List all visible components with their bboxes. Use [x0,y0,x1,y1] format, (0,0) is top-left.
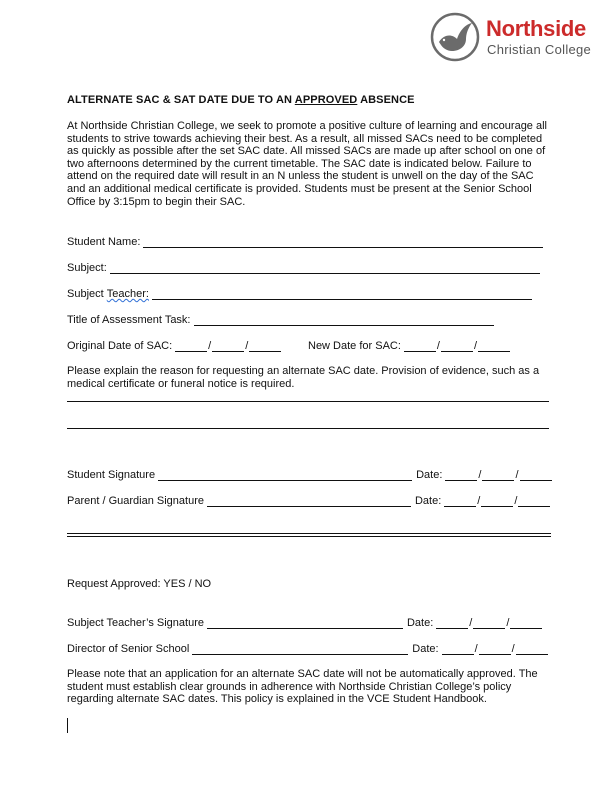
original-date-year[interactable] [249,340,281,352]
divider-top [67,533,551,534]
subject-label: Subject: [67,262,107,274]
director-signature-date-label: Date: [412,643,439,655]
subject-row [67,260,540,274]
student-signature-date-label: Date: [416,469,443,481]
parent-signature-date-field[interactable]: / / [444,495,550,507]
student-signature-label: Student Signature [67,469,156,481]
page-title [67,94,415,106]
divider-bottom [67,536,551,537]
original-date-month[interactable] [212,340,244,352]
subject-teacher-row [67,286,532,300]
date-month[interactable] [473,617,505,629]
assessment-task-field[interactable] [194,314,494,326]
reason-line-2[interactable] [67,428,549,429]
date-month[interactable] [479,643,511,655]
director-signature-row [67,641,548,655]
date-day[interactable] [436,617,468,629]
student-signature-field[interactable] [158,469,412,481]
subject-field[interactable] [110,262,540,274]
date-month[interactable] [482,469,514,481]
title-part2: ABSENCE [357,94,415,106]
new-date-field[interactable]: / / [404,340,510,352]
director-signature-date-field[interactable]: / / [442,643,548,655]
student-signature-row [67,467,552,481]
date-day[interactable] [444,495,476,507]
explain-paragraph: Please explain the reason for requesting an alternate SAC date. Provision of evidence, such as a medical certificate or funeral notice is required. [67,365,540,390]
text-cursor [67,718,68,733]
assessment-task-row [67,312,494,326]
date-day[interactable] [445,469,477,481]
subject-teacher-label-teacher: Teacher: [106,288,149,300]
assessment-task-label: Title of Assessment Task: [67,314,191,326]
subject-teacher-label-subject: Subject [67,288,104,300]
dove-icon [430,12,480,62]
new-date-year[interactable] [478,340,510,352]
date-year[interactable] [518,495,550,507]
date-year[interactable] [516,643,548,655]
college-logo [430,12,606,64]
new-date-day[interactable] [404,340,436,352]
new-date-month[interactable] [441,340,473,352]
original-date-row [67,338,281,352]
student-name-field[interactable] [143,236,543,248]
date-year[interactable] [520,469,552,481]
policy-note: Please note that an application for an alternate SAC date will not be automatically approved. The student must establish clear grounds in adherence with Northside Christian College’s policy regarding alternate SAC dates. This policy is explained in the VCE Student Handbook. [67,668,538,706]
student-signature-date-field[interactable]: / / [445,469,551,481]
subject-teacher-field[interactable] [152,288,532,300]
date-month[interactable] [481,495,513,507]
teacher-signature-date-field[interactable]: / / [436,617,542,629]
title-approved: APPROVED [294,94,358,106]
teacher-signature-row [67,615,542,629]
parent-signature-row [67,493,550,507]
student-name-label: Student Name: [67,236,141,248]
new-date-label: New Date for SAC: [308,340,401,352]
request-approved-row [67,576,211,590]
student-name-row [67,234,543,248]
new-date-row [308,338,510,352]
title-part1: ALTERNATE SAC & SAT DATE DUE TO AN [67,94,295,106]
request-approved-text: Request Approved: YES / NO [67,578,212,590]
original-date-day[interactable] [175,340,207,352]
teacher-signature-field[interactable] [207,617,403,629]
parent-signature-field[interactable] [207,495,411,507]
date-year[interactable] [510,617,542,629]
intro-paragraph: At Northside Christian College, we seek to promote a positive culture of learning and encourage all students to strive towards achieving their best. As a result, all missed SACs need to be completed as quickly as possible after the set SAC date. All missed SACs are made up after school on one of two afternoons determined by the current timetable. The SAC date is indicated below. Failure to attend on the required date will result in an N unless the student is unwell on the day of the SAC and an additional medical certificate is provided. Students must be present at the Senior School Office by 3:15pm to begin their SAC. [67,120,547,208]
original-date-field[interactable]: / / [175,340,281,352]
parent-signature-label: Parent / Guardian Signature [67,495,204,507]
teacher-signature-date-label: Date: [406,617,434,629]
director-signature-field[interactable] [192,643,408,655]
teacher-signature-label: Subject Teacher’s Signature [67,617,204,629]
college-name: Northside [486,16,586,41]
date-day[interactable] [442,643,474,655]
parent-signature-date-label: Date: [414,495,442,507]
college-subtitle: Christian College [487,42,592,57]
original-date-label: Original Date of SAC: [67,340,173,352]
reason-line-1[interactable] [67,401,549,402]
director-signature-label: Director of Senior School [67,643,190,655]
